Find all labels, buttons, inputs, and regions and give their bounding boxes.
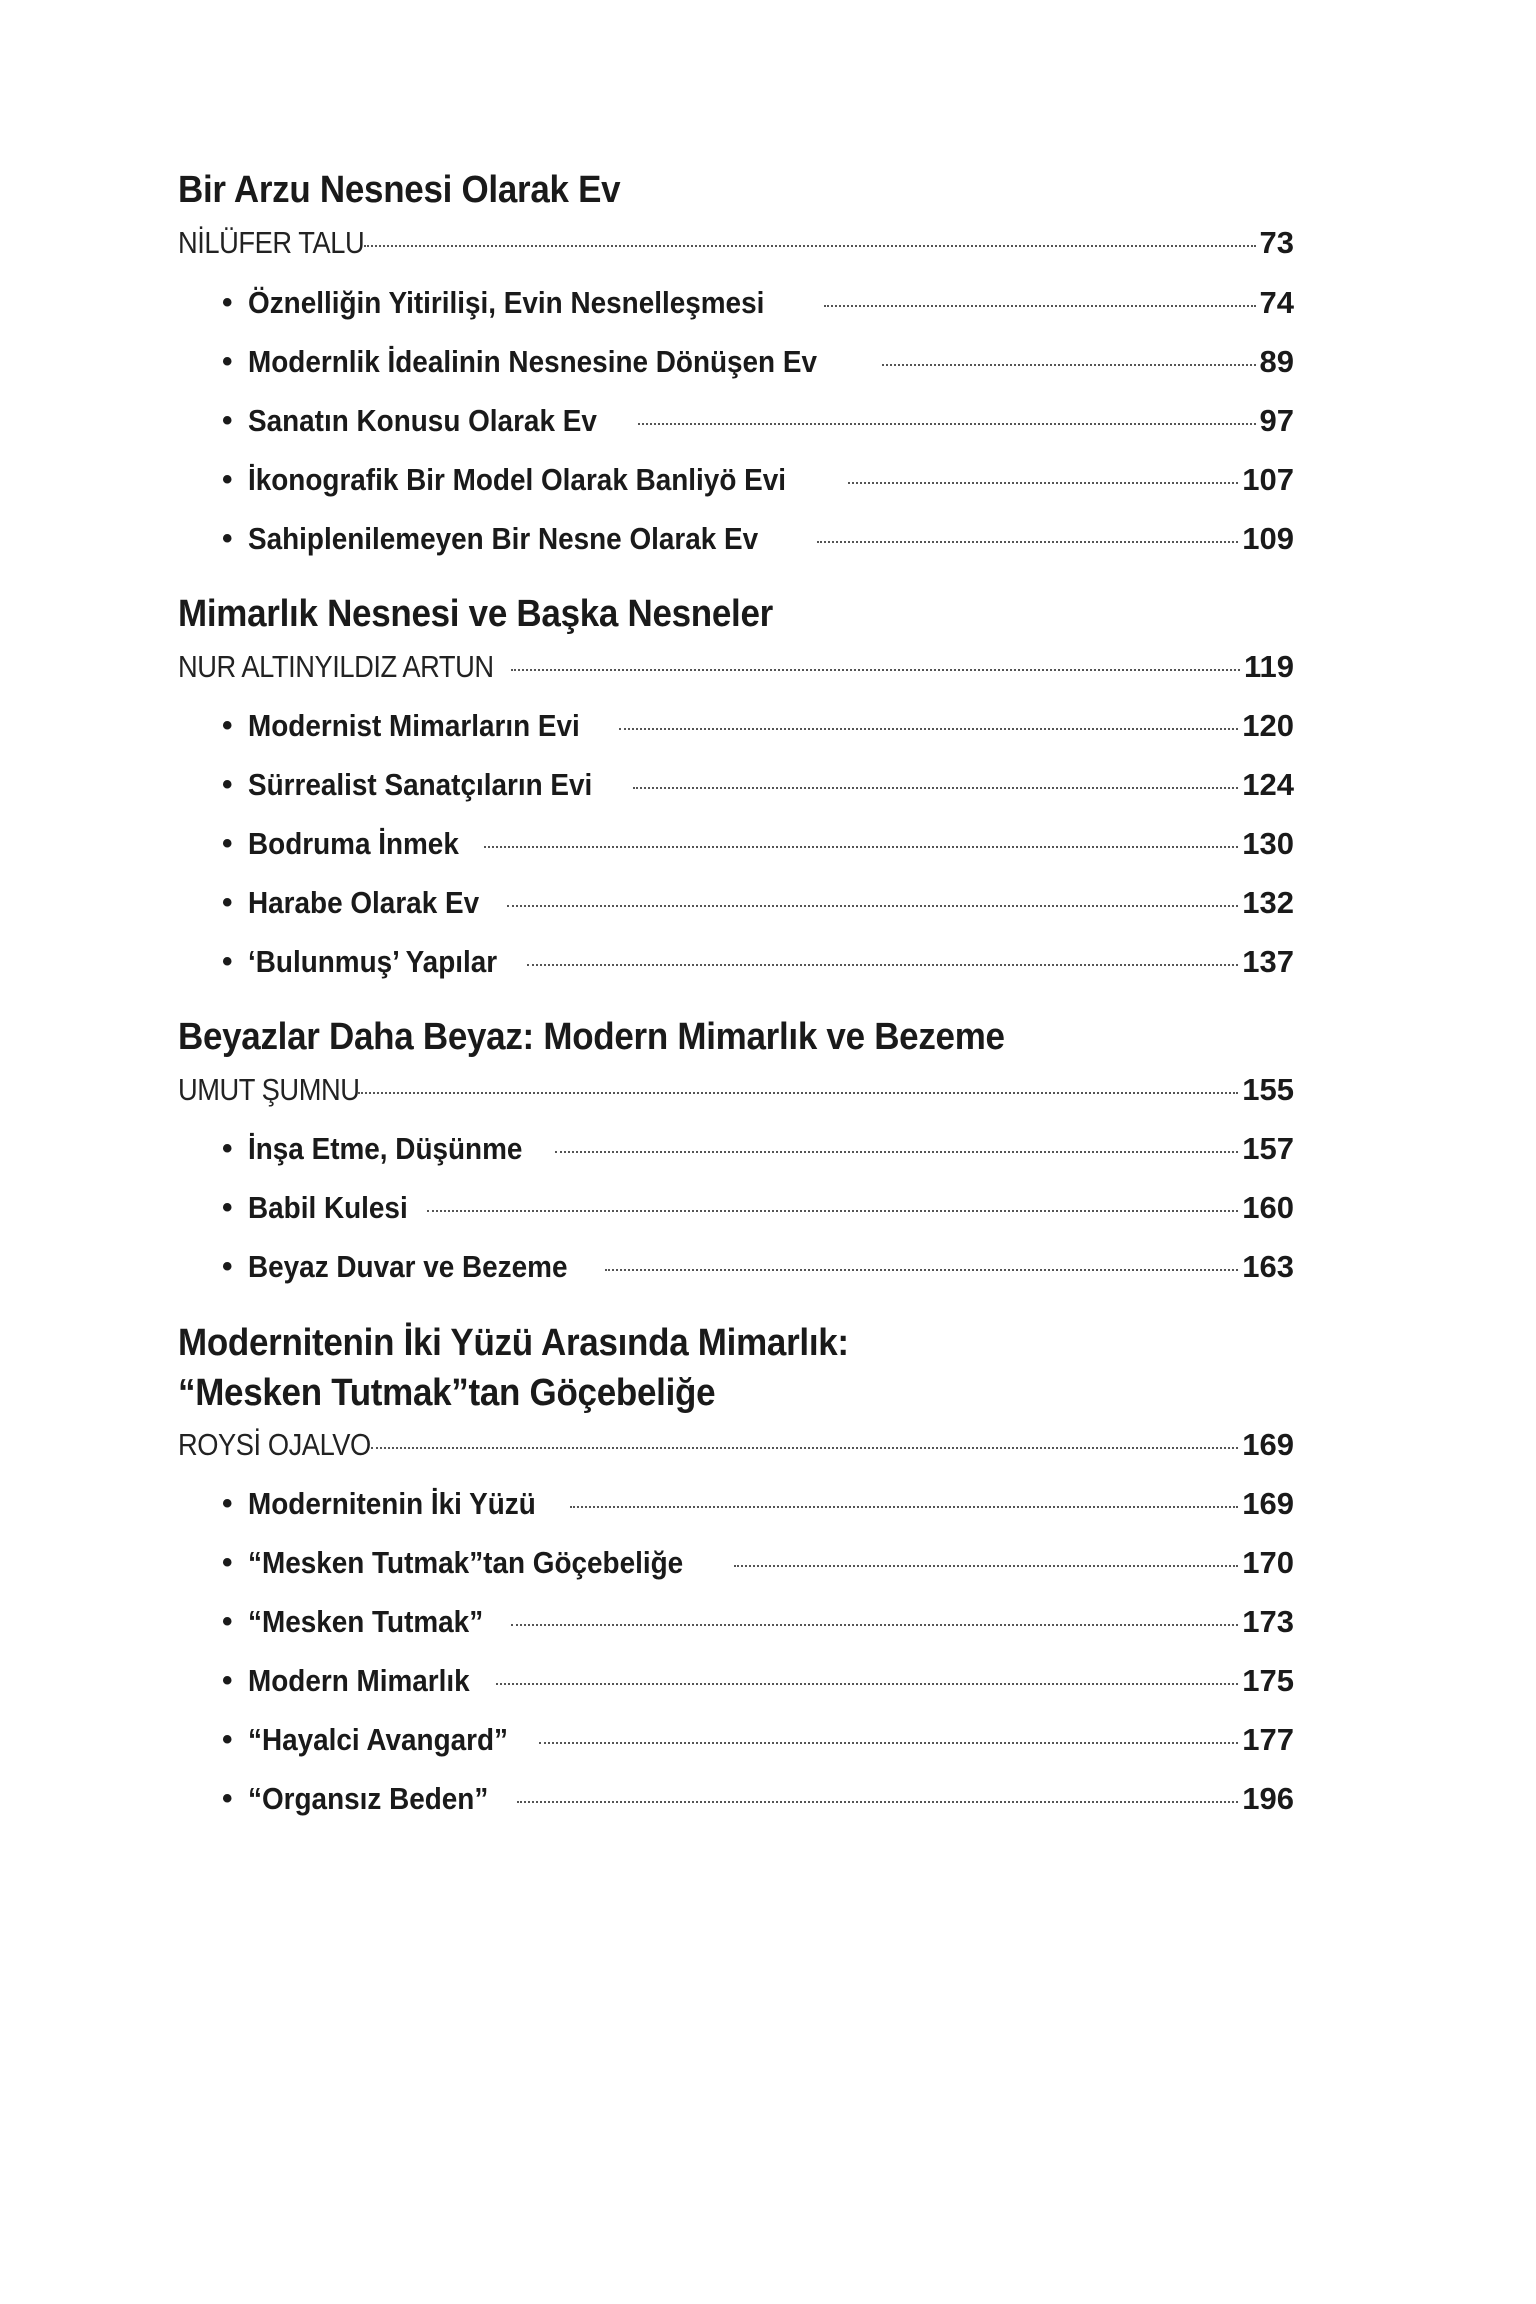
bullet-icon: • bbox=[222, 1191, 233, 1224]
page-number: 177 bbox=[1242, 1722, 1294, 1757]
toc-item[interactable] bbox=[222, 940, 1294, 984]
dot-leader bbox=[511, 1624, 1238, 1626]
bullet-icon: • bbox=[222, 768, 233, 801]
item-label: Modernitenin İki Yüzü bbox=[248, 1486, 536, 1521]
item-label: Modernist Mimarların Evi bbox=[248, 708, 580, 743]
page-number: 109 bbox=[1242, 521, 1294, 556]
section-title: Modernitenin İki Yüzü Arasında Mimarlık: bbox=[178, 1322, 849, 1364]
author-name: NİLÜFER TALU bbox=[178, 225, 365, 260]
dot-leader bbox=[358, 1092, 1238, 1094]
bullet-icon: • bbox=[222, 1782, 233, 1815]
dot-leader bbox=[734, 1565, 1239, 1567]
item-label: Babil Kulesi bbox=[248, 1190, 408, 1225]
page-number: 157 bbox=[1242, 1131, 1294, 1166]
page-number: 169 bbox=[1242, 1427, 1294, 1462]
toc-item[interactable] bbox=[222, 281, 1294, 325]
toc-item[interactable] bbox=[222, 517, 1294, 561]
section-title: Bir Arzu Nesnesi Olarak Ev bbox=[178, 169, 621, 211]
page-number: 120 bbox=[1242, 708, 1294, 743]
bullet-icon: • bbox=[222, 404, 233, 437]
toc-item[interactable] bbox=[222, 1482, 1294, 1526]
author-row[interactable] bbox=[178, 645, 1294, 689]
bullet-icon: • bbox=[222, 1664, 233, 1697]
dot-leader bbox=[539, 1742, 1238, 1744]
item-label: Bodruma İnmek bbox=[248, 826, 459, 861]
item-label: Sanatın Konusu Olarak Ev bbox=[248, 403, 597, 438]
bullet-icon: • bbox=[222, 1132, 233, 1165]
page-number: 130 bbox=[1242, 826, 1294, 861]
page-number: 107 bbox=[1242, 462, 1294, 497]
toc-item[interactable] bbox=[222, 340, 1294, 384]
toc-item[interactable] bbox=[222, 1659, 1294, 1703]
dot-leader bbox=[507, 905, 1239, 907]
bullet-icon: • bbox=[222, 1605, 233, 1638]
author-row[interactable] bbox=[178, 1068, 1294, 1112]
toc-item[interactable] bbox=[222, 1777, 1294, 1821]
bullet-icon: • bbox=[222, 1487, 233, 1520]
dot-leader bbox=[570, 1506, 1238, 1508]
author-name: UMUT ŞUMNU bbox=[178, 1072, 360, 1107]
dot-leader bbox=[638, 423, 1256, 425]
page-number: 74 bbox=[1259, 285, 1294, 320]
bullet-icon: • bbox=[222, 1723, 233, 1756]
bullet-icon: • bbox=[222, 709, 233, 742]
bullet-icon: • bbox=[222, 345, 233, 378]
section-title-line-2: “Mesken Tutmak”tan Göçebeliğe bbox=[178, 1372, 716, 1414]
bullet-icon: • bbox=[222, 1250, 233, 1283]
page-number: 119 bbox=[1243, 649, 1294, 684]
dot-leader bbox=[605, 1269, 1238, 1271]
page-number: 160 bbox=[1242, 1190, 1294, 1225]
page-number: 170 bbox=[1242, 1545, 1294, 1580]
page-number: 89 bbox=[1259, 344, 1294, 379]
item-label: “Organsız Beden” bbox=[248, 1781, 489, 1816]
item-label: Harabe Olarak Ev bbox=[248, 885, 480, 920]
dot-leader bbox=[848, 482, 1239, 484]
toc-item[interactable] bbox=[222, 704, 1294, 748]
dot-leader bbox=[496, 1683, 1238, 1685]
item-label: Sürrealist Sanatçıların Evi bbox=[248, 767, 593, 802]
toc-item[interactable] bbox=[222, 399, 1294, 443]
toc-item[interactable] bbox=[222, 1600, 1294, 1644]
page-number: 173 bbox=[1242, 1604, 1294, 1639]
item-label: ‘Bulunmuş’ Yapılar bbox=[248, 944, 498, 979]
page-number: 73 bbox=[1259, 225, 1294, 260]
item-label: Beyaz Duvar ve Bezeme bbox=[248, 1249, 568, 1284]
dot-leader bbox=[527, 964, 1238, 966]
dot-leader bbox=[364, 245, 1256, 247]
author-row[interactable] bbox=[178, 1423, 1294, 1467]
dot-leader bbox=[555, 1151, 1238, 1153]
page-number: 169 bbox=[1242, 1486, 1294, 1521]
dot-leader bbox=[511, 669, 1240, 671]
item-label: İkonografik Bir Model Olarak Banliyö Evi bbox=[248, 462, 786, 497]
item-label: “Mesken Tutmak” bbox=[248, 1604, 484, 1639]
bullet-icon: • bbox=[222, 827, 233, 860]
bullet-icon: • bbox=[222, 886, 233, 919]
bullet-icon: • bbox=[222, 286, 233, 319]
page-number: 97 bbox=[1259, 403, 1294, 438]
item-label: “Hayalci Avangard” bbox=[248, 1722, 508, 1757]
item-label: Öznelliğin Yitirilişi, Evin Nesnelleşmesi bbox=[248, 285, 765, 320]
page-number: 163 bbox=[1242, 1249, 1294, 1284]
dot-leader bbox=[619, 728, 1239, 730]
toc-item[interactable] bbox=[222, 1718, 1294, 1762]
dot-leader bbox=[882, 364, 1255, 366]
toc-item[interactable] bbox=[222, 458, 1294, 502]
item-label: Modern Mimarlık bbox=[248, 1663, 470, 1698]
toc-item[interactable] bbox=[222, 822, 1294, 866]
author-name: ROYSİ OJALVO bbox=[178, 1427, 371, 1462]
bullet-icon: • bbox=[222, 1546, 233, 1579]
page-number: 175 bbox=[1242, 1663, 1294, 1698]
toc-item[interactable] bbox=[222, 1245, 1294, 1289]
bullet-icon: • bbox=[222, 522, 233, 555]
item-label: İnşa Etme, Düşünme bbox=[248, 1131, 523, 1166]
toc-item[interactable] bbox=[222, 1186, 1294, 1230]
section-title: Beyazlar Daha Beyaz: Modern Mimarlık ve Bezeme bbox=[178, 1016, 1005, 1058]
item-label: Modernlik İdealinin Nesnesine Dönüşen Ev bbox=[248, 344, 817, 379]
page-number: 124 bbox=[1242, 767, 1294, 802]
item-label: Sahiplenilemeyen Bir Nesne Olarak Ev bbox=[248, 521, 759, 556]
author-row[interactable] bbox=[178, 221, 1294, 265]
dot-leader bbox=[517, 1801, 1238, 1803]
page-number: 155 bbox=[1242, 1072, 1294, 1107]
author-name: NUR ALTINYILDIZ ARTUN bbox=[178, 649, 494, 684]
dot-leader bbox=[427, 1210, 1238, 1212]
toc-item[interactable] bbox=[222, 763, 1294, 807]
dot-leader bbox=[484, 846, 1238, 848]
toc-item[interactable] bbox=[222, 881, 1294, 925]
dot-leader bbox=[371, 1447, 1238, 1449]
page-number: 132 bbox=[1242, 885, 1294, 920]
dot-leader bbox=[817, 541, 1238, 543]
page-number: 196 bbox=[1242, 1781, 1294, 1816]
dot-leader bbox=[633, 787, 1239, 789]
toc-item[interactable] bbox=[222, 1541, 1294, 1585]
toc-item[interactable] bbox=[222, 1127, 1294, 1171]
section-title: Mimarlık Nesnesi ve Başka Nesneler bbox=[178, 593, 773, 635]
bullet-icon: • bbox=[222, 463, 233, 496]
page-number: 137 bbox=[1242, 944, 1294, 979]
item-label: “Mesken Tutmak”tan Göçebeliğe bbox=[248, 1545, 684, 1580]
bullet-icon: • bbox=[222, 945, 233, 978]
dot-leader bbox=[824, 305, 1256, 307]
